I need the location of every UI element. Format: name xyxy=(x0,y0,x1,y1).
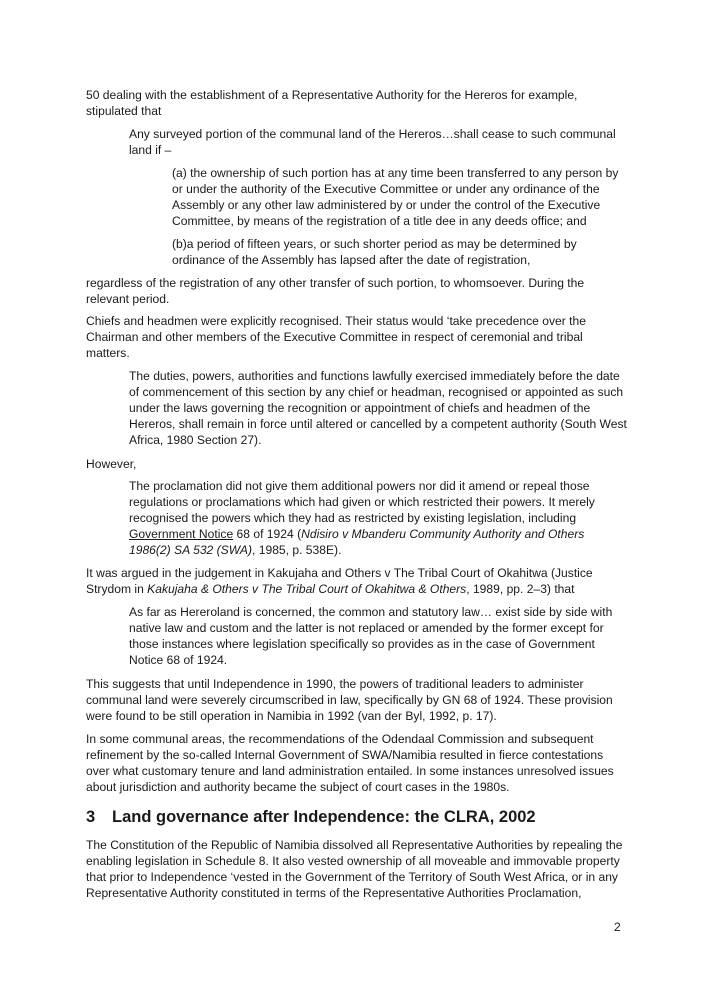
case-citation-kakujaha: Kakujaha & Others v The Tribal Court of Okahitwa & Others xyxy=(147,582,467,596)
section-title: Land governance after Independence: the CLRA, 2002 xyxy=(112,808,536,826)
government-notice-link[interactable]: Government Notice xyxy=(129,527,234,541)
paragraph-text-start: It was argued in the judgement in Kakujaha and Others v The Tribal Court of Okahitwa (Justice Strydom in xyxy=(86,566,593,596)
quote-hereroland-law: As far as Hereroland is concerned, the common and statutory law… exist side by side with native law and custom and the latter is not replaced or amended by the former except for those instances where legislation specifically so provides as in the case of Government Notice 68 of 1924. xyxy=(129,605,613,667)
quote-surveyed-land: Any surveyed portion of the communal land of the Hereros…shall cease to such communal land if – xyxy=(129,127,616,157)
quote-text-mid: 68 of 1924 ( xyxy=(233,527,302,541)
paragraph-transfer-regardless: regardless of the registration of any other transfer of such portion, to whomsoever. During the relevant period. xyxy=(86,276,585,306)
quote-duties-powers: The duties, powers, authorities and functions lawfully exercised immediately before the date of commencement of this section by any chief or headman, recognised or appointed as such under the laws governing the recognition or appointment of chiefs and headmen of the Hereros, shall remain in force until altered or cancelled by a competent authority (South West Africa, 1980 Section 27). xyxy=(129,369,627,447)
quote-text-start: The proclamation did not give them additional powers nor did it amend or repeal those regulations or proclamations which had given or which restricted their powers. It merely recognised the powers which they had as restricted by existing legislation, including xyxy=(129,479,595,525)
paragraph-proclamation-intro: 50 dealing with the establishment of a Representative Authority for the Hereros for example, stipulated that xyxy=(86,88,578,118)
case-citation-ndisiro: Ndisiro v Mbanderu Community Authority and Others 1986(2) SA 532 (SWA) xyxy=(129,527,585,557)
paragraph-independence-powers: This suggests that until Independence in 1990, the powers of traditional leaders to administer communal land were severely circumscribed in law, specifically by GN 68 of 1924. These provision were found to be still operation in Namibia in 1992 (van der Byl, 1992, p. 17). xyxy=(86,677,613,723)
paragraph-chiefs-recognised: Chiefs and headmen were explicitly recognised. Their status would ‘take precedence over the Chairman and other members of the Executive Committee in respect of ceremonial and tribal matters. xyxy=(86,314,586,360)
paragraph-however: However, xyxy=(86,457,137,471)
paragraph-odendaal-commission: In some communal areas, the recommendations of the Odendaal Commission and subsequent refinement by the so-called Internal Government of SWA/Namibia resulted in fierce contestations over what customary tenure and land administration entailed. In some instances unresolved issues about jurisdiction and authority became the subject of court cases in the 1980s. xyxy=(86,732,614,794)
paragraph-kakujaha-judgement xyxy=(86,565,626,597)
quote-text-end: , 1985, p. 538E). xyxy=(252,543,342,557)
paragraph-constitution: The Constitution of the Republic of Namibia dissolved all Representative Authorities by repealing the enabling legislation in Schedule 8. It also vested ownership of all moveable and immovable property that prior to Independence ‘vested in the Government of the Territory of South West Africa, or in any Representative Authority constituted in terms of the Representative Authorities Proclamation, xyxy=(86,838,623,900)
quote-clause-a: (a) the ownership of such portion has at any time been transferred to any person by or under the authority of the Executive Committee or under any ordinance of the Assembly or any other law administered by or under the control of the Executive Committee, by means of the registration of a title dee in any deeds office; and xyxy=(172,166,619,228)
section-heading xyxy=(86,807,536,827)
quote-proclamation-powers xyxy=(129,478,627,558)
section-number: 3 xyxy=(86,808,96,826)
paragraph-text-end: , 1989, pp. 2–3) that xyxy=(466,582,575,596)
page-number: 2 xyxy=(614,920,621,934)
quote-clause-b: (b)a period of fifteen years, or such shorter period as may be determined by ordinance of the Assembly has lapsed after the date of registration, xyxy=(172,237,577,267)
